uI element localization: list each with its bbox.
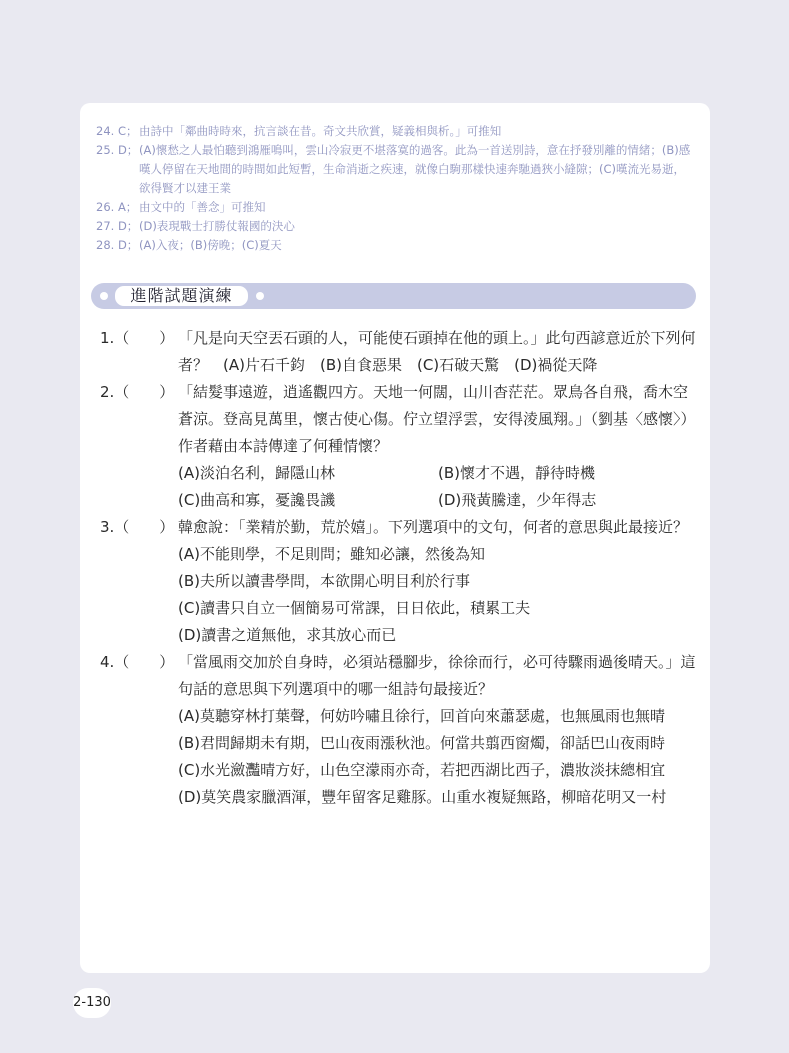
bullet-dot-icon <box>256 292 264 300</box>
answer-item <box>96 217 696 236</box>
option-a: (A)莫聽穿林打葉聲，何妨吟嘯且徐行，回首向來蕭瑟處，也無風雨也無晴 <box>178 707 665 725</box>
option-b: (B)懷才不遇，靜待時機 <box>438 464 595 482</box>
question-item <box>100 325 700 379</box>
answer-item <box>96 122 696 141</box>
option-b: (B)夫所以讀書學問，本欲開心明目利於行事 <box>178 572 470 590</box>
answer-explanation: (D)表現戰士打勝仗報國的決心 <box>139 219 295 233</box>
question-list <box>100 325 700 811</box>
answer-item <box>96 198 696 217</box>
option-d: (D)莫笑農家臘酒渾，豐年留客足雞豚。山重水複疑無路，柳暗花明又一村 <box>178 788 667 806</box>
section-title: 進階試題演練 <box>115 286 248 306</box>
section-header <box>91 283 696 309</box>
page-number: 2-130 <box>73 988 111 1018</box>
bullet-dot-icon <box>100 292 108 300</box>
question-number: 3.（ ） <box>100 518 175 536</box>
option-grid <box>178 460 700 514</box>
answer-number: 25. D； <box>96 143 139 157</box>
question-number: 4.（ ） <box>100 653 175 671</box>
option-d: (D)讀書之道無他，求其放心而已 <box>178 626 397 644</box>
answer-number: 26. A； <box>96 200 138 214</box>
question-stem: 「結髮事遠遊，逍遙觀四方。天地一何闊，山川杳茫茫。眾鳥各自飛，喬木空蒼涼。登高見萬里，懷古使心傷。佇立望浮雲，安得淩風翔。」（劉基〈感懷〉）作者藉由本詩傳達了何種情懷？ <box>178 383 696 455</box>
option-c: (C)曲高和寡，憂讒畏譏 <box>178 491 336 509</box>
question-stem: 「凡是向天空丟石頭的人，可能使石頭掉在他的頭上。」此句西諺意近於下列何者？ (A)片石千鈞 (B)自食惡果 (C)石破天驚 (D)禍從天降 <box>178 329 696 374</box>
option-d: (D)飛黃騰達，少年得志 <box>438 491 597 509</box>
option-c: (C)讀書只自立一個簡易可常課，日日依此，積累工夫 <box>178 599 531 617</box>
option-a: (A)淡泊名利，歸隱山林 <box>178 464 335 482</box>
question-item <box>100 514 700 649</box>
option-c: (C)水光瀲灩晴方好，山色空濛雨亦奇，若把西湖比西子，濃妝淡抹總相宜 <box>178 761 666 779</box>
option-b: (B)君問歸期未有期，巴山夜雨漲秋池。何當共翦西窗燭，卻話巴山夜雨時 <box>178 734 665 752</box>
answer-number: 28. D； <box>96 238 139 252</box>
answer-number: 27. D； <box>96 219 139 233</box>
answer-item <box>96 236 696 255</box>
answer-item <box>96 141 696 198</box>
question-item <box>100 649 700 811</box>
answer-explanation: 由文中的「善念」可推知 <box>139 200 266 214</box>
answer-explanation: (A)入夜；(B)傍晚；(C)夏天 <box>139 238 282 252</box>
question-number: 1.（ ） <box>100 329 175 347</box>
answer-explanation: (A)懷愁之人最怕聽到鴻雁鳴叫，雲山冷寂更不堪落寞的過客。此為一首送別詩，意在抒發別離的情緒；(B)感嘆人停留在天地間的時間如此短暫，生命消逝之疾速，就像白駒那樣快速奔馳過狹小縫隙；(C)嘆流光易逝，欲得賢才以建王業 <box>139 143 691 195</box>
question-stem: 韓愈說：「業精於勤，荒於嬉」。下列選項中的文句，何者的意思與此最接近？ <box>178 518 689 536</box>
answer-explanation: 由詩中「鄰曲時時來，抗言談在昔。奇文共欣賞，疑義相與析。」可推知 <box>139 124 502 138</box>
question-item <box>100 379 700 514</box>
answer-number: 24. C； <box>96 124 138 138</box>
question-stem: 「當風雨交加於自身時，必須站穩腳步，徐徐而行，必可待驟雨過後晴天。」這句話的意思與下列選項中的哪一組詩句最接近？ <box>178 653 696 698</box>
answer-key <box>96 122 696 255</box>
question-number: 2.（ ） <box>100 383 175 401</box>
option-a: (A)不能則學，不足則問；雖知必讓，然後為知 <box>178 545 485 563</box>
